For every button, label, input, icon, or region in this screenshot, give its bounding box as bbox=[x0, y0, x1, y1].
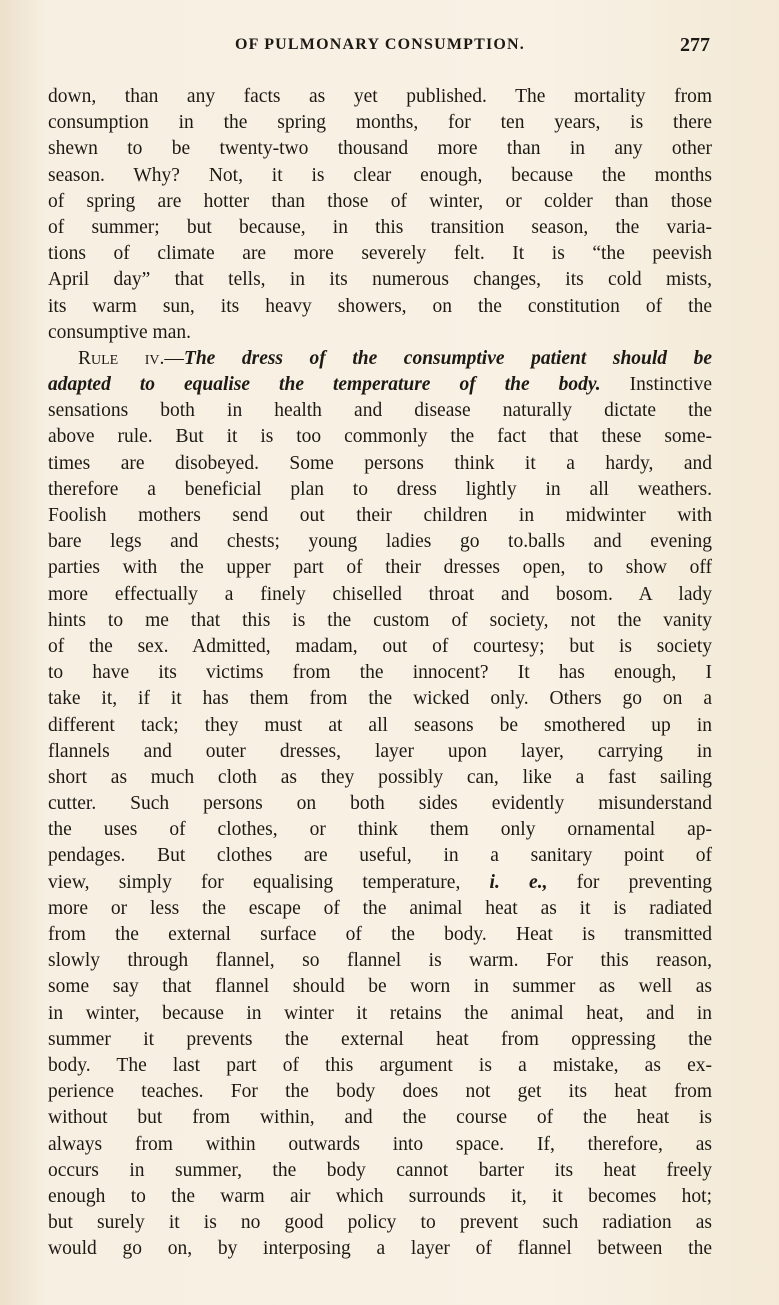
text-line: take it, if it has them from the wicked only. Others go on a bbox=[48, 688, 712, 710]
text-line: consumption in the spring months, for ten years, is there bbox=[48, 112, 712, 134]
text-line: bare legs and chests; young ladies go to.balls and evening bbox=[48, 531, 712, 553]
text-line: slowly through flannel, so flannel is warm. For this reason, bbox=[48, 950, 712, 972]
text-line: enough to the warm air which surrounds it, it becomes hot; bbox=[48, 1185, 712, 1207]
ie-before: view, simply for equalising temperature, bbox=[48, 871, 490, 893]
text-line: pendages. But clothes are useful, in a sanitary point of bbox=[48, 845, 712, 867]
page-number: 277 bbox=[680, 34, 710, 56]
text-line: more effectually a finely chiselled throat and bosom. A lady bbox=[48, 583, 712, 605]
text-line: parties with the upper part of their dresses open, to show off bbox=[48, 557, 712, 579]
text-line: more or less the escape of the animal heat as it is radiated bbox=[48, 897, 712, 919]
text-line: summer it prevents the external heat from oppressing the bbox=[48, 1028, 712, 1050]
text-line: but surely it is no good policy to prevent such radiation as bbox=[48, 1212, 712, 1234]
text-line: sensations both in health and disease naturally dictate the bbox=[48, 400, 712, 422]
rule-italic-text: The dress of the consumptive patient should be bbox=[183, 347, 712, 369]
text-line: always from within outwards into space. If, therefore, as bbox=[48, 1133, 712, 1155]
rule-italic-text: adapted to equalise the temperature of the body. bbox=[48, 374, 601, 396]
text-line: occurs in summer, the body cannot barter its heat freely bbox=[48, 1159, 712, 1181]
text-line: some say that flannel should be worn in summer as well as bbox=[48, 976, 712, 998]
text-line: its warm sun, its heavy showers, on the constitution of the bbox=[48, 295, 712, 317]
rule-rest-text: Instinctive bbox=[600, 374, 712, 396]
text-line: body. The last part of this argument is a mistake, as ex- bbox=[48, 1054, 712, 1076]
text-line: without but from within, and the course of the heat is bbox=[48, 1107, 712, 1129]
text-line: the uses of clothes, or think them only ornamental ap- bbox=[48, 819, 712, 841]
running-title: OF PULMONARY CONSUMPTION. bbox=[234, 36, 525, 53]
text-line: consumptive man. bbox=[48, 321, 191, 343]
text-line: of summer; but because, in this transition season, the varia- bbox=[48, 216, 712, 238]
text-line: tions of climate are more severely felt. It is “the peevish bbox=[48, 243, 712, 265]
text-line: perience teaches. For the body does not get its heat from bbox=[48, 1081, 712, 1103]
text-line: of spring are hotter than those of winter, or colder than those bbox=[48, 190, 712, 212]
page-header bbox=[48, 36, 712, 60]
text-line: season. Why? Not, it is clear enough, because the months bbox=[48, 164, 712, 186]
text-line: would go on, by interposing a layer of flannel between the bbox=[48, 1238, 712, 1260]
rule-label: Rule iv.— bbox=[78, 347, 184, 369]
text-line: cutter. Such persons on both sides evidently misunderstand bbox=[48, 793, 712, 815]
body-text bbox=[48, 84, 712, 1262]
text-line: flannels and outer dresses, layer upon layer, carrying in bbox=[48, 740, 712, 762]
text-line: above rule. But it is too commonly the fact that these some- bbox=[48, 426, 712, 448]
text-line-ie bbox=[48, 870, 712, 896]
text-line: hints to me that this is the custom of society, not the vanity bbox=[48, 609, 712, 631]
text-line: down, than any facts as yet published. The mortality from bbox=[48, 86, 712, 107]
text-line: to have its victims from the innocent? It has enough, I bbox=[48, 662, 712, 684]
text-line: short as much cloth as they possibly can, like a fast sailing bbox=[48, 766, 712, 788]
text-line: of the sex. Admitted, madam, out of courtesy; but is society bbox=[48, 635, 712, 657]
ie-after: for preventing bbox=[547, 871, 712, 893]
text-line: therefore a beneficial plan to dress lightly in all weathers. bbox=[48, 478, 712, 500]
text-line: in winter, because in winter it retains the animal heat, and in bbox=[48, 1002, 712, 1024]
text-line: Foolish mothers send out their children in midwinter with bbox=[48, 505, 712, 526]
text-line: April day” that tells, in its numerous changes, its cold mists, bbox=[48, 269, 712, 291]
text-line: times are disobeyed. Some persons think it a hardy, and bbox=[48, 452, 712, 474]
rule-heading-line bbox=[48, 346, 712, 372]
text-line: different tack; they must at all seasons be smothered up in bbox=[48, 714, 712, 736]
rule-heading-line bbox=[48, 372, 712, 398]
text-line: from the external surface of the body. Heat is transmitted bbox=[48, 924, 712, 945]
text-line: shewn to be twenty-two thousand more than in any other bbox=[48, 138, 712, 160]
ie-italic: i. e., bbox=[489, 871, 548, 893]
